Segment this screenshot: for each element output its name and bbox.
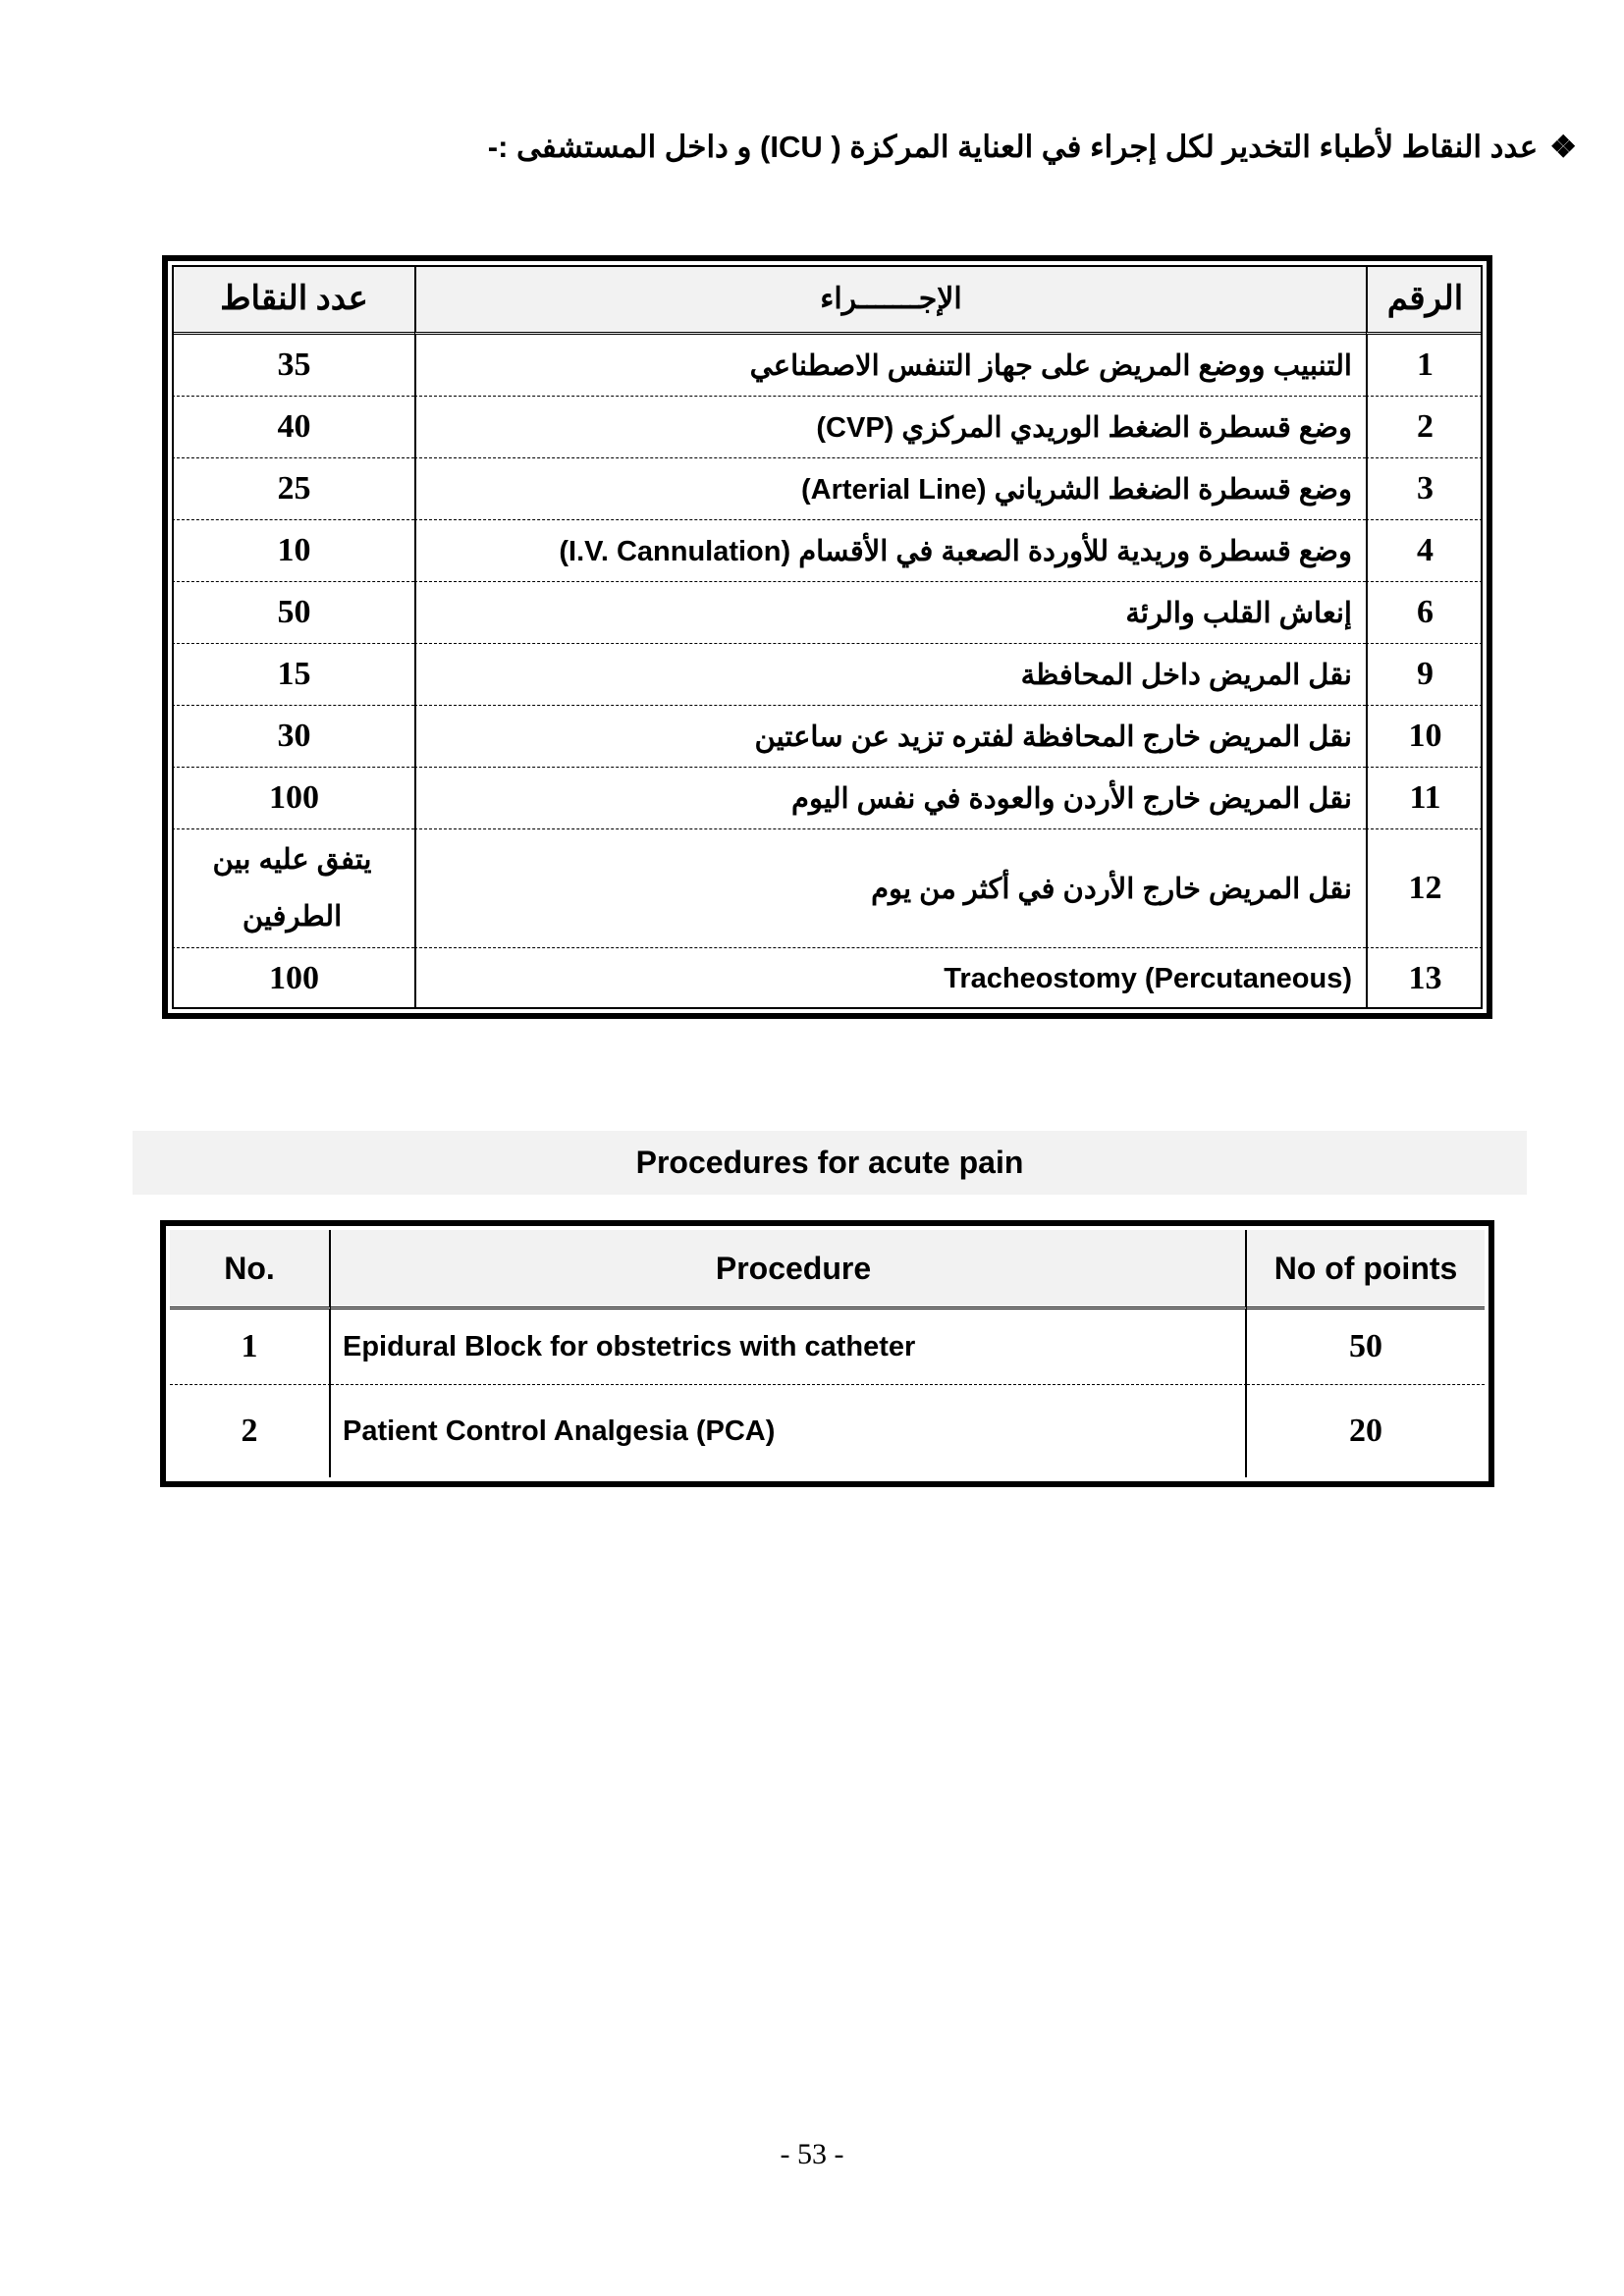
- number-cell: 6: [1366, 582, 1483, 644]
- header-procedure: Procedure: [331, 1230, 1247, 1309]
- points-cell: 40: [172, 397, 414, 458]
- points-cell: 30: [172, 706, 414, 768]
- page-number: - 53 -: [780, 2138, 844, 2170]
- table-row: [172, 397, 1483, 458]
- table-row: [172, 706, 1483, 768]
- procedure-cell: Epidural Block for obstetrics with catheter: [331, 1309, 1247, 1385]
- table-row: [172, 335, 1483, 397]
- number-cell: 11: [1366, 768, 1483, 829]
- number-cell: 2: [1366, 397, 1483, 458]
- number-cell: 2: [170, 1385, 331, 1477]
- points-cell: 100: [172, 768, 414, 829]
- acute-pain-section-title: Procedures for acute pain: [133, 1131, 1527, 1195]
- procedure-cell: Patient Control Analgesia (PCA): [331, 1385, 1247, 1477]
- icu-section-title: [488, 130, 1577, 165]
- procedure-cell: إنعاش القلب والرئة: [414, 582, 1366, 644]
- procedure-cell: نقل المريض خارج الأردن والعودة في نفس اليوم: [414, 768, 1366, 829]
- header-points: No of points: [1247, 1230, 1485, 1309]
- points-cell: 25: [172, 458, 414, 520]
- points-cell: 20: [1349, 1413, 1382, 1449]
- table-header-row: [172, 265, 1483, 335]
- header-points: عدد النقاط: [172, 265, 414, 335]
- table-row: [170, 1309, 1485, 1385]
- table-row: [172, 644, 1483, 706]
- table-row: [170, 1385, 1485, 1477]
- table-row: [172, 948, 1483, 1009]
- points-cell: 10: [172, 520, 414, 582]
- procedure-cell: Tracheostomy (Percutaneous): [414, 948, 1366, 1009]
- number-cell: 10: [1366, 706, 1483, 768]
- procedure-cell: نقل المريض داخل المحافظة: [414, 644, 1366, 706]
- procedure-cell: وضع قسطرة الضغط الوريدي المركزي (CVP): [414, 397, 1366, 458]
- table-row: [172, 829, 1483, 948]
- number-cell: 3: [1366, 458, 1483, 520]
- points-cell: يتفق عليه بين الطرفين: [172, 829, 414, 948]
- points-cell: 100: [172, 948, 414, 1009]
- header-number: No.: [170, 1230, 331, 1309]
- procedure-cell: نقل المريض خارج الأردن في أكثر من يوم: [414, 829, 1366, 948]
- table-row: [172, 582, 1483, 644]
- number-cell: 1: [170, 1309, 331, 1385]
- procedure-cell: نقل المريض خارج المحافظة لفتره تزيد عن ساعتين: [414, 706, 1366, 768]
- table-row: [172, 458, 1483, 520]
- diamond-bullet-icon: ❖: [1549, 130, 1577, 164]
- header-number: الرقم: [1366, 265, 1483, 335]
- number-cell: 12: [1366, 829, 1483, 948]
- icu-points-table: [162, 255, 1492, 1019]
- points-cell: 50: [1247, 1309, 1485, 1385]
- table-row: [172, 520, 1483, 582]
- procedure-cell: التنبيب ووضع المريض على جهاز التنفس الاصطناعي: [414, 335, 1366, 397]
- number-cell: 13: [1366, 948, 1483, 1009]
- points-cell: 35: [172, 335, 414, 397]
- icu-title-text: عدد النقاط لأطباء التخدير لكل إجراء في العناية المركزة ( ICU) و داخل المستشفى :-: [487, 130, 1539, 164]
- procedure-cell: وضع قسطرة الضغط الشرياني (Arterial Line): [414, 458, 1366, 520]
- procedure-cell: وضع قسطرة وريدية للأوردة الصعبة في الأقسام (I.V. Cannulation): [414, 520, 1366, 582]
- number-cell: 9: [1366, 644, 1483, 706]
- table-header-row: [170, 1230, 1485, 1309]
- table-row: [172, 768, 1483, 829]
- points-cell: 15: [172, 644, 414, 706]
- acute-pain-table: [160, 1220, 1494, 1487]
- number-cell: 4: [1366, 520, 1483, 582]
- number-cell: 1: [1366, 335, 1483, 397]
- header-procedure: الإجـــــــراء: [414, 265, 1366, 335]
- points-cell: 50: [172, 582, 414, 644]
